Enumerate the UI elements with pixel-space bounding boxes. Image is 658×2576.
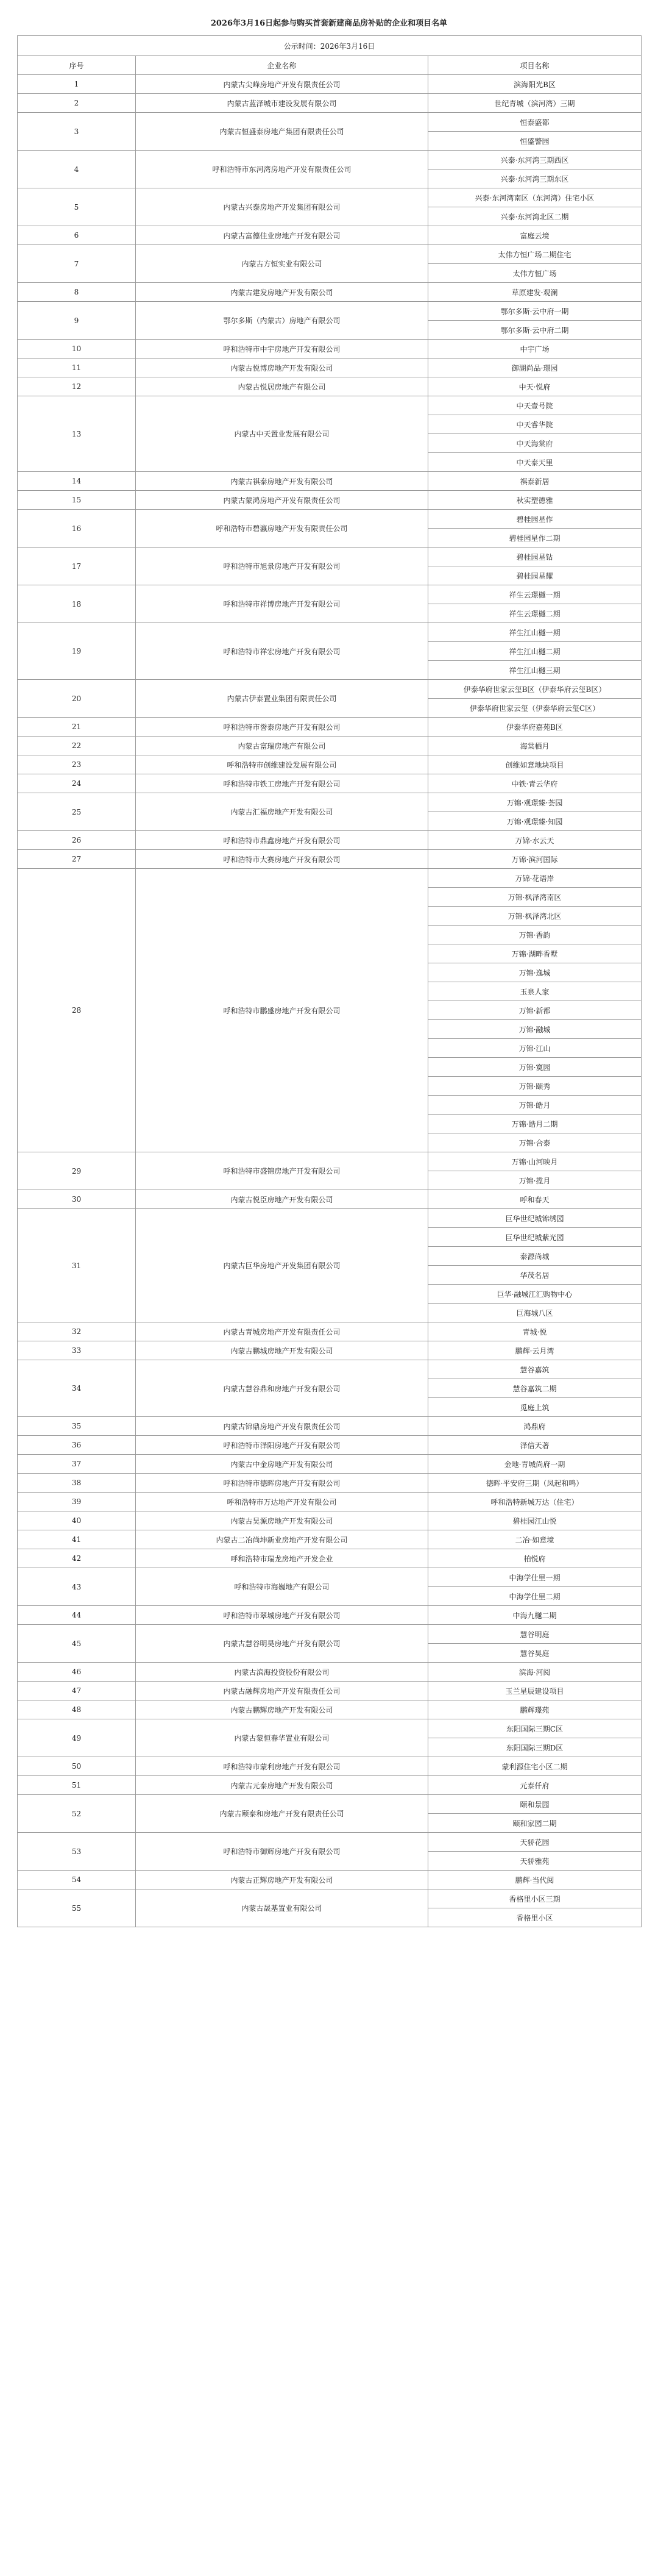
project-name: 万锦·颐秀: [428, 1077, 642, 1096]
table-row: [18, 1700, 642, 1719]
company-name: 内蒙古伊泰置业集团有限责任公司: [136, 680, 428, 718]
project-name: 慧谷嘉筑二期: [428, 1379, 642, 1398]
company-name: 内蒙古巨华房地产开发集团有限公司: [136, 1209, 428, 1322]
row-index: 28: [18, 869, 136, 1152]
row-index: 9: [18, 302, 136, 340]
row-index: 51: [18, 1776, 136, 1795]
table-row: [18, 245, 642, 264]
row-index: 52: [18, 1795, 136, 1833]
row-index: 27: [18, 850, 136, 869]
table-row: [18, 737, 642, 755]
company-name: 内蒙古二冶尚坤新业房地产开发有限公司: [136, 1530, 428, 1549]
project-name: 万锦·湖畔香墅: [428, 944, 642, 963]
project-name: 祥生江山樾三期: [428, 661, 642, 680]
project-name: 中铁·青云华府: [428, 774, 642, 793]
project-name: 中天壹号院: [428, 396, 642, 415]
table-row: [18, 1795, 642, 1814]
company-name: 呼和浩特市誉泰房地产开发有限公司: [136, 718, 428, 737]
row-index: 25: [18, 793, 136, 831]
project-name: 碧桂园星作: [428, 510, 642, 529]
row-index: 4: [18, 151, 136, 188]
row-index: 15: [18, 491, 136, 510]
project-name: 恒泰盛都: [428, 113, 642, 132]
project-name: 万锦·寞园: [428, 1058, 642, 1077]
table-row: [18, 1625, 642, 1644]
table-row: [18, 1663, 642, 1682]
company-name: 内蒙古蒙恒春华置业有限公司: [136, 1719, 428, 1757]
company-name: 内蒙古晟基置业有限公司: [136, 1889, 428, 1927]
project-name: 兴泰·东河湾南区（东河湾）住宅小区: [428, 188, 642, 207]
header-row: [18, 56, 642, 75]
company-name: 呼和浩特市瑞龙房地产开发企业: [136, 1549, 428, 1568]
company-name: 内蒙古慧谷明昊房地产开发有限公司: [136, 1625, 428, 1663]
table-row: [18, 1833, 642, 1852]
company-name: 呼和浩特市创维建设发展有限公司: [136, 755, 428, 774]
project-name: 滨海阳光B区: [428, 75, 642, 94]
table-row: [18, 1776, 642, 1795]
row-index: 33: [18, 1341, 136, 1360]
row-index: 31: [18, 1209, 136, 1322]
table-row: [18, 831, 642, 850]
header-index: 序号: [18, 56, 136, 75]
project-name: 慧谷明庭: [428, 1625, 642, 1644]
company-name: 内蒙古尖峰房地产开发有限责任公司: [136, 75, 428, 94]
company-name: 呼和浩特市旭景房地产开发有限公司: [136, 548, 428, 585]
project-name: 香格里小区三期: [428, 1889, 642, 1908]
company-name: 内蒙古慧谷鼎和房地产开发有限公司: [136, 1360, 428, 1417]
company-name: 呼和浩特市蒙利房地产开发有限公司: [136, 1757, 428, 1776]
table-row: [18, 188, 642, 207]
company-name: 内蒙古鹏城房地产开发有限公司: [136, 1341, 428, 1360]
company-name: 内蒙古悦臣房地产开发有限公司: [136, 1190, 428, 1209]
table-row: [18, 1757, 642, 1776]
project-name: 世纪青城（滨河湾）三期: [428, 94, 642, 113]
table-row: [18, 680, 642, 699]
company-name: 呼和浩特市鼎鑫房地产开发有限公司: [136, 831, 428, 850]
row-index: 54: [18, 1871, 136, 1889]
project-name: 兴泰·东河湾北区二期: [428, 207, 642, 226]
project-name: 中天睿华院: [428, 415, 642, 434]
row-index: 43: [18, 1568, 136, 1606]
row-index: 45: [18, 1625, 136, 1663]
row-index: 17: [18, 548, 136, 585]
row-index: 48: [18, 1700, 136, 1719]
table-row: [18, 396, 642, 415]
table-row: [18, 1682, 642, 1700]
project-name: 天骄雅苑: [428, 1852, 642, 1871]
row-index: 21: [18, 718, 136, 737]
company-name: 内蒙古建发房地产开发有限公司: [136, 283, 428, 302]
row-index: 5: [18, 188, 136, 226]
company-name: 呼和浩特市祥宏房地产开发有限公司: [136, 623, 428, 680]
project-name: 慧谷昊庭: [428, 1644, 642, 1663]
notice-row: [18, 36, 642, 56]
row-index: 12: [18, 377, 136, 396]
project-name: 万锦·香韵: [428, 926, 642, 944]
row-index: 42: [18, 1549, 136, 1568]
table-row: [18, 1474, 642, 1493]
document: [17, 18, 641, 1927]
company-name: 内蒙古富瑞房地产有限公司: [136, 737, 428, 755]
table-row: [18, 623, 642, 642]
project-name: 万锦·山河映月: [428, 1152, 642, 1171]
row-index: 37: [18, 1455, 136, 1474]
project-name: 太伟方恒广场二期住宅: [428, 245, 642, 264]
company-name: 内蒙古锦鼎房地产开发有限责任公司: [136, 1417, 428, 1436]
row-index: 22: [18, 737, 136, 755]
row-index: 2: [18, 94, 136, 113]
row-index: 20: [18, 680, 136, 718]
project-name: 太伟方恒广场: [428, 264, 642, 283]
project-name: 万锦·合泰: [428, 1133, 642, 1152]
company-name: 呼和浩特市祥博房地产开发有限公司: [136, 585, 428, 623]
company-name: 呼和浩特市翠城房地产开发有限公司: [136, 1606, 428, 1625]
project-name: 草原建发·观澜: [428, 283, 642, 302]
project-name: 德晖·平安府三期（凤起和鸣）: [428, 1474, 642, 1493]
project-name: 金地·青城尚府一期: [428, 1455, 642, 1474]
project-name: 御湖尚品·璟园: [428, 359, 642, 377]
row-index: 14: [18, 472, 136, 491]
company-name: 呼和浩特市铁工房地产开发有限公司: [136, 774, 428, 793]
company-name: 内蒙古中天置业发展有限公司: [136, 396, 428, 472]
row-index: 8: [18, 283, 136, 302]
project-name: 呼和春天: [428, 1190, 642, 1209]
company-name: 内蒙古恒盛泰房地产集团有限责任公司: [136, 113, 428, 151]
row-index: 38: [18, 1474, 136, 1493]
project-name: 柏悦府: [428, 1549, 642, 1568]
table-row: [18, 340, 642, 359]
project-name: 华茂名居: [428, 1266, 642, 1285]
project-name: 中海学仕里二期: [428, 1587, 642, 1606]
project-name: 碧桂园星钻: [428, 548, 642, 566]
project-name: 鹏辉璟苑: [428, 1700, 642, 1719]
row-index: 18: [18, 585, 136, 623]
table-row: [18, 151, 642, 169]
table-row: [18, 869, 642, 888]
project-name: 万锦·枫泽湾北区: [428, 907, 642, 926]
table-row: [18, 1455, 642, 1474]
project-name: 玉泉人家: [428, 982, 642, 1001]
company-name: 呼和浩特市东河湾房地产开发有限责任公司: [136, 151, 428, 188]
project-name: 万锦·皓月: [428, 1096, 642, 1115]
project-name: 鄂尔多斯·云中府二期: [428, 321, 642, 340]
table-row: [18, 1341, 642, 1360]
company-name: 内蒙古方恒实业有限公司: [136, 245, 428, 283]
table-row: [18, 1417, 642, 1436]
company-name: 呼和浩特市御辉房地产开发有限公司: [136, 1833, 428, 1871]
row-index: 36: [18, 1436, 136, 1455]
row-index: 34: [18, 1360, 136, 1417]
company-name: 内蒙古中金房地产开发有限公司: [136, 1455, 428, 1474]
project-name: 东阳国际三期D区: [428, 1738, 642, 1757]
project-name: 巨海城八区: [428, 1304, 642, 1322]
row-index: 13: [18, 396, 136, 472]
table-row: [18, 718, 642, 737]
project-name: 泽信天著: [428, 1436, 642, 1455]
project-name: 巨华·融城江汇购物中心: [428, 1285, 642, 1304]
table-row: [18, 850, 642, 869]
table-row: [18, 1360, 642, 1379]
company-name: 内蒙古蓝泽城市建设发展有限公司: [136, 94, 428, 113]
project-name: 颐和家园二期: [428, 1814, 642, 1833]
table-row: [18, 1322, 642, 1341]
project-name: 中宇广场: [428, 340, 642, 359]
company-name: 内蒙古汇福房地产开发有限公司: [136, 793, 428, 831]
row-index: 49: [18, 1719, 136, 1757]
project-name: 天骄花园: [428, 1833, 642, 1852]
project-name: 碧桂园星作二期: [428, 529, 642, 548]
project-name: 祥生江山樾一期: [428, 623, 642, 642]
project-name: 中天海棠府: [428, 434, 642, 453]
project-name: 伊泰华府世家云玺（伊泰华府云玺C区）: [428, 699, 642, 718]
project-name: 秋实塑德雅: [428, 491, 642, 510]
project-name: 中海学仕里一期: [428, 1568, 642, 1587]
project-name: 鹏辉·云月湾: [428, 1341, 642, 1360]
table-row: [18, 377, 642, 396]
project-name: 万锦·逸城: [428, 963, 642, 982]
table-row: [18, 755, 642, 774]
table-row: [18, 548, 642, 566]
row-index: 39: [18, 1493, 136, 1511]
row-index: 23: [18, 755, 136, 774]
project-name: 蒙利源住宅小区二期: [428, 1757, 642, 1776]
table-row: [18, 1511, 642, 1530]
project-name: 觅庭上筑: [428, 1398, 642, 1417]
project-name: 创维如意地块项目: [428, 755, 642, 774]
project-name: 泰源尚城: [428, 1247, 642, 1266]
row-index: 44: [18, 1606, 136, 1625]
project-name: 万锦·新都: [428, 1001, 642, 1020]
table-row: [18, 1606, 642, 1625]
table-row: [18, 472, 642, 491]
row-index: 26: [18, 831, 136, 850]
company-name: 内蒙古融辉房地产开发有限责任公司: [136, 1682, 428, 1700]
project-name: 海棠栖月: [428, 737, 642, 755]
row-index: 55: [18, 1889, 136, 1927]
project-name: 万锦·观璟臻·知园: [428, 812, 642, 831]
row-index: 24: [18, 774, 136, 793]
company-name: 内蒙古富德佳业房地产开发有限公司: [136, 226, 428, 245]
row-index: 46: [18, 1663, 136, 1682]
project-name: 碧桂园江山悦: [428, 1511, 642, 1530]
table-row: [18, 1549, 642, 1568]
table-row: [18, 793, 642, 812]
table-row: [18, 113, 642, 132]
project-name: 兴泰·东河湾三期东区: [428, 169, 642, 188]
row-index: 10: [18, 340, 136, 359]
table-row: [18, 1493, 642, 1511]
project-name: 中天·悦府: [428, 377, 642, 396]
project-name: 祺泰新居: [428, 472, 642, 491]
table-row: [18, 1530, 642, 1549]
company-name: 内蒙古青城房地产开发有限责任公司: [136, 1322, 428, 1341]
project-name: 伊泰华府世家云玺B区（伊泰华府云玺B区）: [428, 680, 642, 699]
row-index: 7: [18, 245, 136, 283]
table-row: [18, 359, 642, 377]
project-name: 二冶·如意境: [428, 1530, 642, 1549]
project-name: 中天泰天里: [428, 453, 642, 472]
project-name: 香格里小区: [428, 1908, 642, 1927]
company-name: 内蒙古悦博房地产开发有限公司: [136, 359, 428, 377]
project-name: 祥生云璟樾一期: [428, 585, 642, 604]
table-row: [18, 1871, 642, 1889]
company-name: 内蒙古颐泰和房地产开发有限责任公司: [136, 1795, 428, 1833]
row-index: 1: [18, 75, 136, 94]
project-name: 万锦·滨河国际: [428, 850, 642, 869]
row-index: 50: [18, 1757, 136, 1776]
header-company: 企业名称: [136, 56, 428, 75]
project-name: 中海九樾二期: [428, 1606, 642, 1625]
company-name: 内蒙古兴泰房地产开发集团有限公司: [136, 188, 428, 226]
project-name: 万锦·观璟臻·荟园: [428, 793, 642, 812]
project-name: 万锦·枫泽湾南区: [428, 888, 642, 907]
table-row: [18, 510, 642, 529]
table-row: [18, 302, 642, 321]
company-name: 呼和浩特市盛锦房地产开发有限公司: [136, 1152, 428, 1190]
table-row: [18, 1436, 642, 1455]
project-name: 鹏辉·当代阅: [428, 1871, 642, 1889]
row-index: 29: [18, 1152, 136, 1190]
project-name: 万锦·江山: [428, 1039, 642, 1058]
company-name: 呼和浩特市中宇房地产开发有限公司: [136, 340, 428, 359]
row-index: 3: [18, 113, 136, 151]
company-name: 鄂尔多斯（内蒙古）房地产有限公司: [136, 302, 428, 340]
row-index: 40: [18, 1511, 136, 1530]
table-row: [18, 774, 642, 793]
table-row: [18, 491, 642, 510]
row-index: 6: [18, 226, 136, 245]
project-name: 慧谷嘉筑: [428, 1360, 642, 1379]
project-name: 碧桂园星耀: [428, 566, 642, 585]
row-index: 16: [18, 510, 136, 548]
table-row: [18, 75, 642, 94]
project-name: 祥生云璟樾二期: [428, 604, 642, 623]
project-name: 元泰仟府: [428, 1776, 642, 1795]
project-name: 滨海·河阅: [428, 1663, 642, 1682]
company-name: 内蒙古祺泰房地产开发有限公司: [136, 472, 428, 491]
project-name: 呼和浩特新城万达（住宅）: [428, 1493, 642, 1511]
company-name: 呼和浩特市海巍地产有限公司: [136, 1568, 428, 1606]
table-row: [18, 94, 642, 113]
row-index: 47: [18, 1682, 136, 1700]
company-name: 内蒙古昊源房地产开发有限公司: [136, 1511, 428, 1530]
table-row: [18, 226, 642, 245]
project-name: 祥生江山樾二期: [428, 642, 642, 661]
project-name: 伊泰华府嘉苑B区: [428, 718, 642, 737]
company-name: 呼和浩特市德晖房地产开发有限公司: [136, 1474, 428, 1493]
row-index: 32: [18, 1322, 136, 1341]
project-name: 青城·悦: [428, 1322, 642, 1341]
project-name: 巨华世纪城紫光园: [428, 1228, 642, 1247]
project-name: 万锦·花语岸: [428, 869, 642, 888]
project-name: 兴泰·东河湾三期西区: [428, 151, 642, 169]
company-name: 呼和浩特市泽阳房地产开发有限公司: [136, 1436, 428, 1455]
company-name: 内蒙古元泰房地产开发有限公司: [136, 1776, 428, 1795]
company-name: 内蒙古悦居房地产有限公司: [136, 377, 428, 396]
company-name: 内蒙古滨海投资股份有限公司: [136, 1663, 428, 1682]
project-name: 玉兰星辰建设项目: [428, 1682, 642, 1700]
project-name: 东阳国际三期C区: [428, 1719, 642, 1738]
company-name: 呼和浩特市大赛房地产开发有限公司: [136, 850, 428, 869]
publication-notice: 公示时间：2026年3月16日: [18, 36, 642, 56]
table-row: [18, 585, 642, 604]
company-project-table: [17, 35, 642, 1927]
company-name: 内蒙古蒙鸿房地产开发有限责任公司: [136, 491, 428, 510]
table-row: [18, 1152, 642, 1171]
project-name: 鄂尔多斯·云中府一期: [428, 302, 642, 321]
project-name: 巨华世纪城锦绣园: [428, 1209, 642, 1228]
page-title: 2026年3月16日起参与购买首套新建商品房补贴的企业和项目名单: [210, 19, 448, 28]
project-name: 颐和景园: [428, 1795, 642, 1814]
project-name: 恒盛警园: [428, 132, 642, 151]
project-name: 万锦·皓月二期: [428, 1115, 642, 1133]
table-row: [18, 1568, 642, 1587]
table-row: [18, 1889, 642, 1908]
row-index: 41: [18, 1530, 136, 1549]
company-name: 呼和浩特市万达地产开发有限公司: [136, 1493, 428, 1511]
row-index: 35: [18, 1417, 136, 1436]
company-name: 呼和浩特市碧瀛房地产开发有限责任公司: [136, 510, 428, 548]
table-row: [18, 1719, 642, 1738]
project-name: 万锦·融城: [428, 1020, 642, 1039]
project-name: 万锦·水云天: [428, 831, 642, 850]
project-name: 万锦·揽月: [428, 1171, 642, 1190]
table-row: [18, 1190, 642, 1209]
row-index: 19: [18, 623, 136, 680]
row-index: 53: [18, 1833, 136, 1871]
row-index: 30: [18, 1190, 136, 1209]
header-project: 项目名称: [428, 56, 642, 75]
project-name: 鸿鼎府: [428, 1417, 642, 1436]
table-row: [18, 283, 642, 302]
company-name: 呼和浩特市鹏盛房地产开发有限公司: [136, 869, 428, 1152]
table-row: [18, 1209, 642, 1228]
row-index: 11: [18, 359, 136, 377]
company-name: 内蒙古鹏辉房地产开发有限公司: [136, 1700, 428, 1719]
company-name: 内蒙古正辉房地产开发有限公司: [136, 1871, 428, 1889]
project-name: 富庭云境: [428, 226, 642, 245]
